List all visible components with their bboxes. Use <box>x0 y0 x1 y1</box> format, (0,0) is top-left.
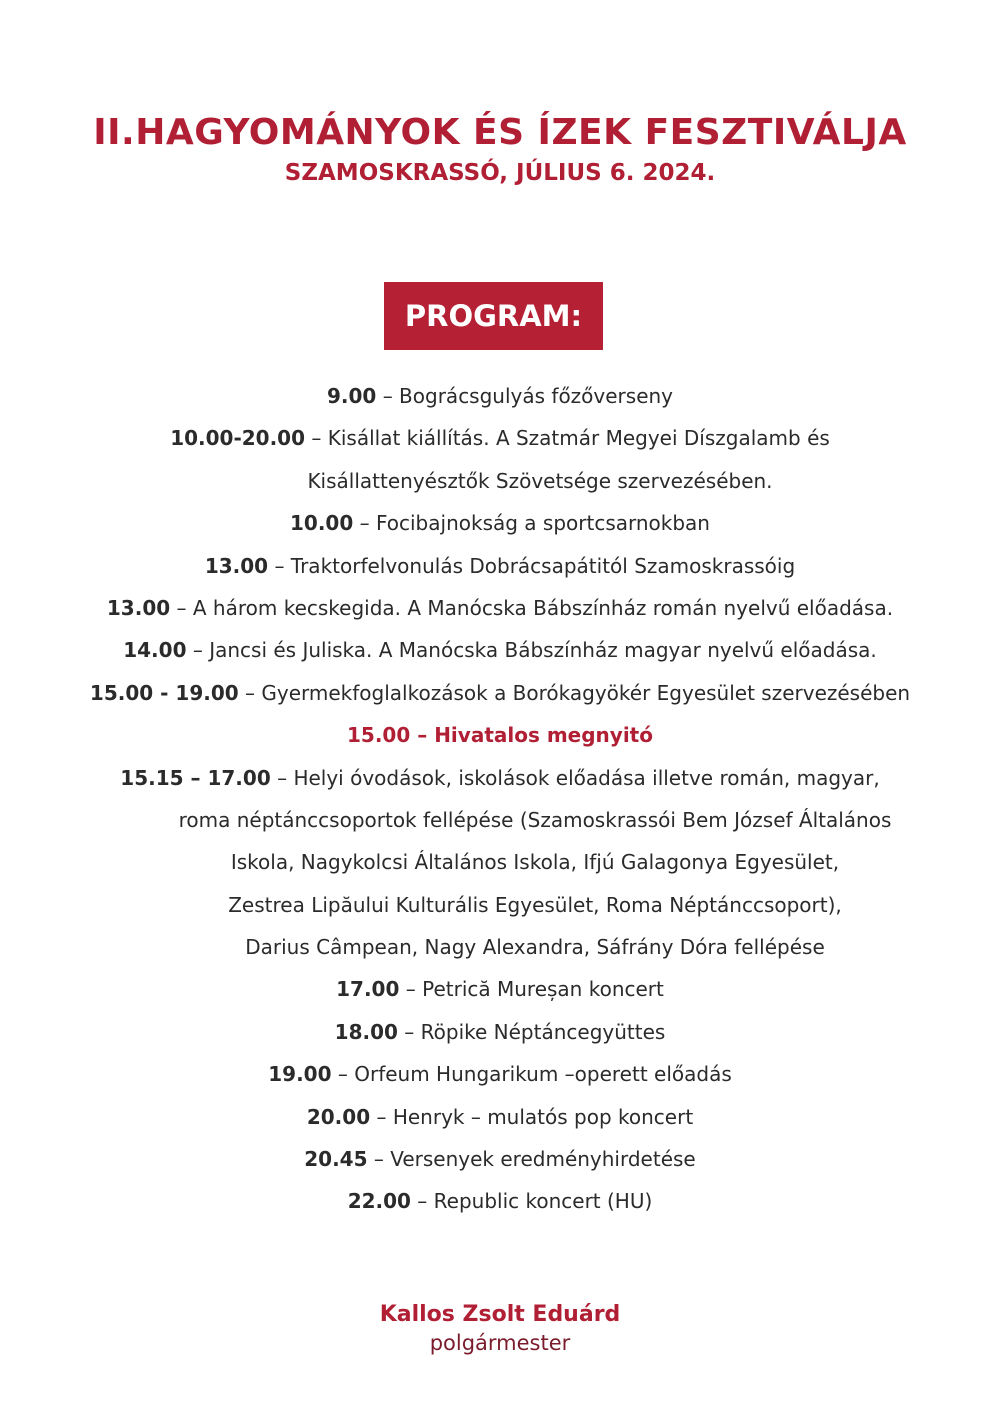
schedule-text: Kisállattenyésztők Szövetsége szervezésében. <box>307 468 773 493</box>
schedule-time: 13.00 <box>106 595 171 620</box>
schedule-line <box>0 1011 1000 1053</box>
schedule-line <box>0 545 1000 587</box>
mayor-title: polgármester <box>429 1331 571 1355</box>
schedule-time: 15.00 - 19.00 <box>89 680 239 705</box>
mayor-name: Kallos Zsolt Eduárd <box>379 1302 621 1327</box>
schedule-text: – Bográcsgulyás főzőverseny <box>376 384 674 408</box>
schedule-list <box>0 375 1000 1223</box>
schedule-line-opening <box>0 714 1000 756</box>
schedule-text: – Kisállat kiállítás. A Szatmár Megyei Díszgalamb és <box>305 426 830 451</box>
schedule-time: 20.00 <box>306 1104 371 1129</box>
schedule-line <box>0 1096 1000 1138</box>
schedule-text: – A három kecskegida. A Manócska Bábszínház román nyelvű előadása. <box>170 595 894 620</box>
schedule-time: 20.45 <box>304 1147 368 1172</box>
festival-title: II.HAGYOMÁNYOK ÉS ÍZEK FESZTIVÁLJA <box>93 112 907 153</box>
program-heading-box <box>384 282 603 350</box>
schedule-time: 18.00 <box>334 1019 398 1044</box>
schedule-time: 22.00 <box>347 1189 411 1214</box>
schedule-text: – Traktorfelvonulás Dobrácsapátitól Szamoskrassóig <box>268 553 796 578</box>
schedule-text: – Röpike Néptáncegyüttes <box>397 1019 666 1044</box>
schedule-time: 9.00 <box>326 384 377 408</box>
schedule-line-continuation <box>0 841 1000 883</box>
schedule-line <box>0 757 1000 799</box>
schedule-line <box>0 502 1000 544</box>
schedule-line <box>0 417 1000 459</box>
schedule-line <box>0 1053 1000 1095</box>
schedule-text: Iskola, Nagykolcsi Általános Iskola, Ifjú Galagonya Egyesület, <box>230 850 840 875</box>
schedule-line <box>0 375 1000 417</box>
schedule-line-continuation <box>0 926 1000 968</box>
schedule-text: Zestrea Lipăului Kulturális Egyesület, Roma Néptánccsoport), <box>228 892 842 917</box>
schedule-text: – Petrică Mureșan koncert <box>399 977 664 1002</box>
schedule-text: – Jancsi és Juliska. A Manócska Bábszínház magyar nyelvű előadása. <box>186 638 877 663</box>
schedule-line <box>0 629 1000 671</box>
schedule-text: 15.00 – Hivatalos megnyitó <box>347 723 653 748</box>
schedule-text: – Helyi óvodások, iskolások előadása illetve román, magyar, <box>270 765 880 790</box>
schedule-text: – Republic koncert (HU) <box>410 1189 653 1214</box>
schedule-line-continuation <box>0 460 1000 502</box>
festival-location-date: SZAMOSKRASSÓ, JÚLIUS 6. 2024. <box>284 160 716 186</box>
schedule-text: – Versenyek eredményhirdetése <box>367 1147 696 1172</box>
schedule-text: – Focibajnokság a sportcsarnokban <box>353 511 710 536</box>
schedule-line <box>0 672 1000 714</box>
schedule-line <box>0 1180 1000 1222</box>
schedule-text: – Henryk – mulatós pop koncert <box>370 1104 694 1129</box>
schedule-time: 19.00 <box>268 1062 332 1087</box>
schedule-text: – Orfeum Hungarikum –operett előadás <box>331 1062 732 1087</box>
schedule-text: roma néptánccsoportok fellépése (Szamoskrassói Bem József Általános <box>178 807 892 832</box>
schedule-time: 10.00-20.00 <box>170 426 306 451</box>
schedule-line-continuation <box>0 799 1000 841</box>
program-heading-label: PROGRAM: <box>404 299 583 333</box>
schedule-time: 14.00 <box>123 638 187 663</box>
schedule-line-continuation <box>0 884 1000 926</box>
schedule-time: 13.00 <box>204 553 269 578</box>
schedule-line <box>0 1138 1000 1180</box>
schedule-time: 10.00 <box>290 511 354 536</box>
schedule-text: – Gyermekfoglalkozások a Borókagyökér Egyesület szervezésében <box>238 680 911 705</box>
schedule-line <box>0 587 1000 629</box>
schedule-line <box>0 968 1000 1010</box>
schedule-time: 15.15 – 17.00 <box>120 765 271 790</box>
schedule-text: Darius Câmpean, Nagy Alexandra, Sáfrány Dóra fellépése <box>245 935 825 960</box>
signature-block <box>0 1300 1000 1356</box>
schedule-time: 17.00 <box>336 977 400 1002</box>
